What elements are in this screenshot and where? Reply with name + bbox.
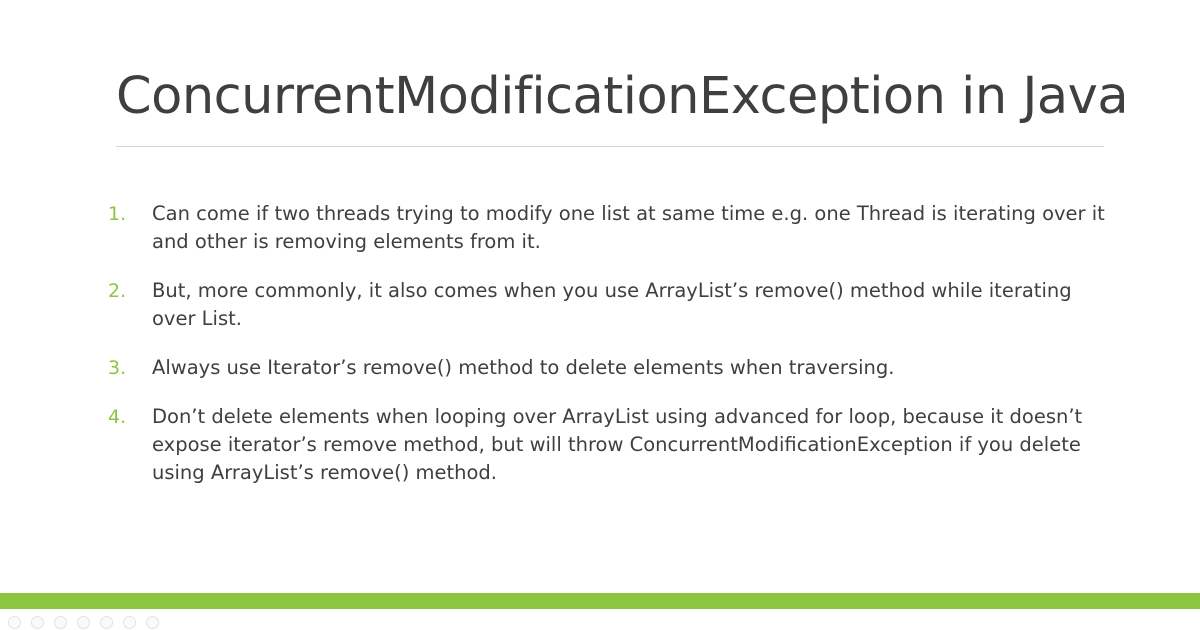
footer-dot xyxy=(8,616,21,629)
footer-dot xyxy=(54,616,67,629)
footer-accent-bar xyxy=(0,593,1200,609)
page-title: ConcurrentModificationException in Java xyxy=(116,67,1129,126)
list-item xyxy=(104,403,1114,487)
list-item-text: Always use Iterator’s remove() method to delete elements when traversing. xyxy=(152,356,895,379)
list-item-number: 2. xyxy=(108,280,127,302)
list-item xyxy=(104,354,1114,382)
list-item-text: Can come if two threads trying to modify one list at same time e.g. one Thread is iterating over it and other is removing elements from it. xyxy=(152,202,1105,253)
footer-dot xyxy=(77,616,90,629)
list-item-number: 3. xyxy=(108,357,127,379)
footer-dot xyxy=(146,616,159,629)
list-item-text: But, more commonly, it also comes when you use ArrayList’s remove() method while iterating over List. xyxy=(152,279,1072,330)
title-divider xyxy=(116,146,1104,147)
list-item xyxy=(104,200,1114,256)
footer-dot-row xyxy=(8,616,159,629)
footer-strip xyxy=(0,609,1200,630)
list-item-number: 1. xyxy=(108,203,127,225)
footer-dot xyxy=(100,616,113,629)
footer-dot xyxy=(123,616,136,629)
footer-dot xyxy=(31,616,44,629)
list-item xyxy=(104,277,1114,333)
numbered-list xyxy=(104,200,1114,508)
list-item-number: 4. xyxy=(108,406,127,428)
list-item-text: Don’t delete elements when looping over ArrayList using advanced for loop, because it doesn’t expose iterator’s remove method, but will throw ConcurrentModificationException if you delete using ArrayList’s remove() method. xyxy=(152,405,1083,484)
